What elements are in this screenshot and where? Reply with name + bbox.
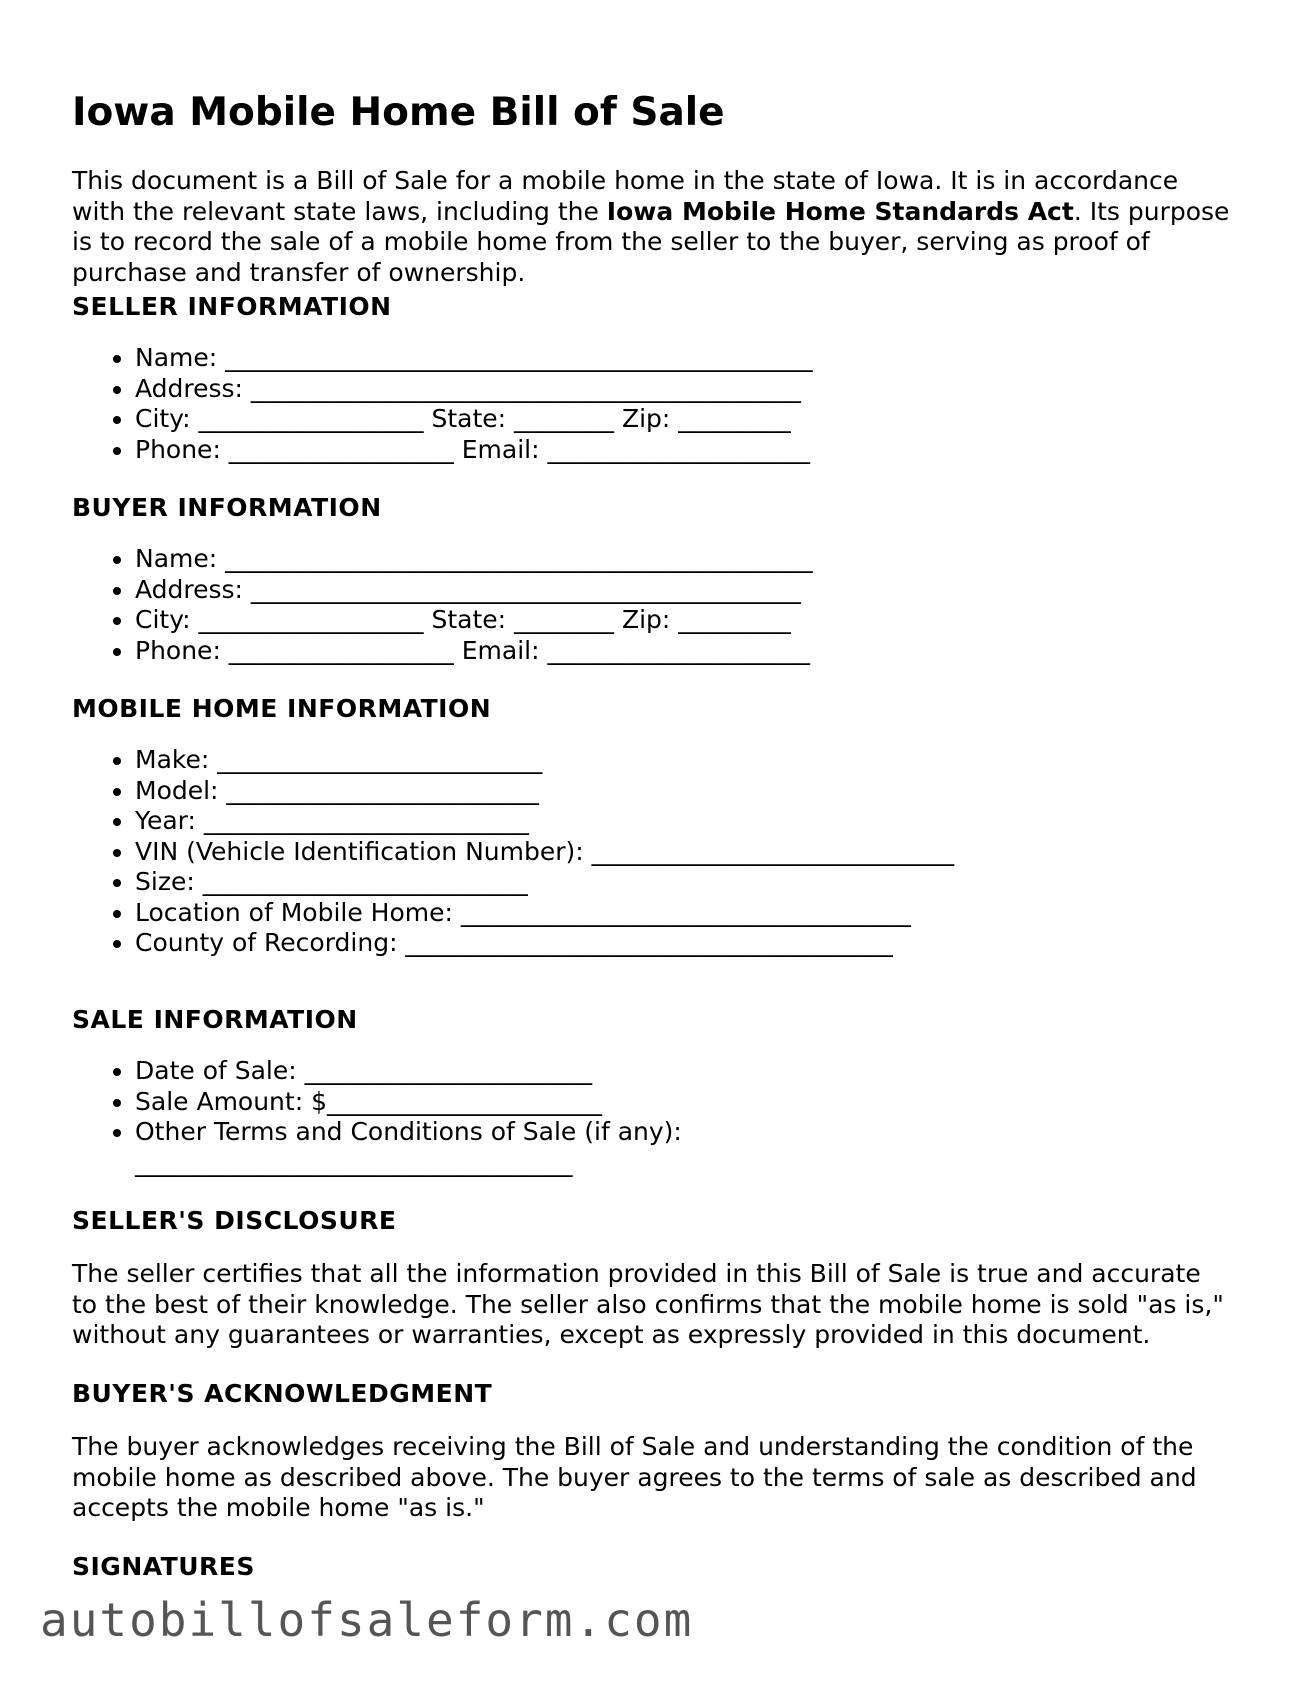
buyer-name-field[interactable]: • Name: _______________________________________________ [135, 544, 813, 575]
seller-city-state-zip-field[interactable]: • City: __________________ State: ________ Zip: _________ [135, 404, 813, 435]
seller-info-heading: SELLER INFORMATION [72, 292, 392, 321]
intro-paragraph [72, 166, 1232, 288]
signatures-heading: SIGNATURES [72, 1552, 255, 1581]
year-field[interactable]: • Year: __________________________ [135, 806, 954, 837]
location-field[interactable]: • Location of Mobile Home: ____________________________________ [135, 898, 954, 929]
document-title: Iowa Mobile Home Bill of Sale [72, 90, 725, 135]
make-field[interactable]: • Make: __________________________ [135, 745, 954, 776]
other-terms-line[interactable]: ___________________________________ [135, 1147, 573, 1177]
intro-text-start: This document is a Bill of Sale for a mobile home in the state of Iowa. It is in accordance with the relevant state laws, including the [72, 166, 1179, 226]
seller-disclosure-heading: SELLER'S DISCLOSURE [72, 1206, 397, 1235]
buyer-address-field[interactable]: • Address: ____________________________________________ [135, 575, 813, 606]
buyer-info-list [72, 544, 813, 666]
mobile-home-info-list [72, 745, 954, 959]
date-of-sale-field[interactable]: • Date of Sale: _______________________ [135, 1056, 682, 1087]
buyer-city-state-zip-field[interactable]: • City: __________________ State: ________ Zip: _________ [135, 605, 813, 636]
seller-info-list [72, 343, 813, 465]
buyer-phone-email-field[interactable]: • Phone: __________________ Email: _____________________ [135, 636, 813, 667]
seller-address-field[interactable]: • Address: ____________________________________________ [135, 374, 813, 405]
vin-field[interactable]: • VIN (Vehicle Identification Number): _____________________________ [135, 837, 954, 868]
watermark: autobillofsaleform.com [40, 1593, 694, 1647]
sale-amount-field[interactable]: • Sale Amount: $______________________ [135, 1087, 682, 1118]
county-of-recording-field[interactable]: • County of Recording: _______________________________________ [135, 928, 954, 959]
size-field[interactable]: • Size: __________________________ [135, 867, 954, 898]
sale-info-heading: SALE INFORMATION [72, 1005, 358, 1034]
seller-name-field[interactable]: • Name: _______________________________________________ [135, 343, 813, 374]
buyer-acknowledgment-text: The buyer acknowledges receiving the Bill of Sale and understanding the condition of the mobile home as described above. The buyer agrees to the terms of sale as described and accepts the mobile home "as is." [72, 1432, 1197, 1522]
other-terms-label: Other Terms and Conditions of Sale (if any): [135, 1117, 682, 1146]
intro-text-end: . Its purpose is to record the sale of a mobile home from the seller to the buyer, serving as proof of purchase and transfer of ownership. [72, 196, 1230, 287]
mobile-home-info-heading: MOBILE HOME INFORMATION [72, 694, 492, 723]
sale-info-list [72, 1056, 682, 1178]
seller-phone-email-field[interactable]: • Phone: __________________ Email: _____________________ [135, 435, 813, 466]
model-field[interactable]: • Model: _________________________ [135, 776, 954, 807]
intro-act-name: Iowa Mobile Home Standards Act [606, 196, 1074, 226]
seller-disclosure-text: The seller certifies that all the information provided in this Bill of Sale is true and accurate to the best of their knowledge. The seller also confirms that the mobile home is sold "as is," without any guarantees or warranties, except as expressly provided in this document. [72, 1259, 1224, 1349]
buyer-info-heading: BUYER INFORMATION [72, 493, 382, 522]
other-terms-field[interactable] [135, 1117, 682, 1178]
buyer-acknowledgment-heading: BUYER'S ACKNOWLEDGMENT [72, 1379, 493, 1408]
